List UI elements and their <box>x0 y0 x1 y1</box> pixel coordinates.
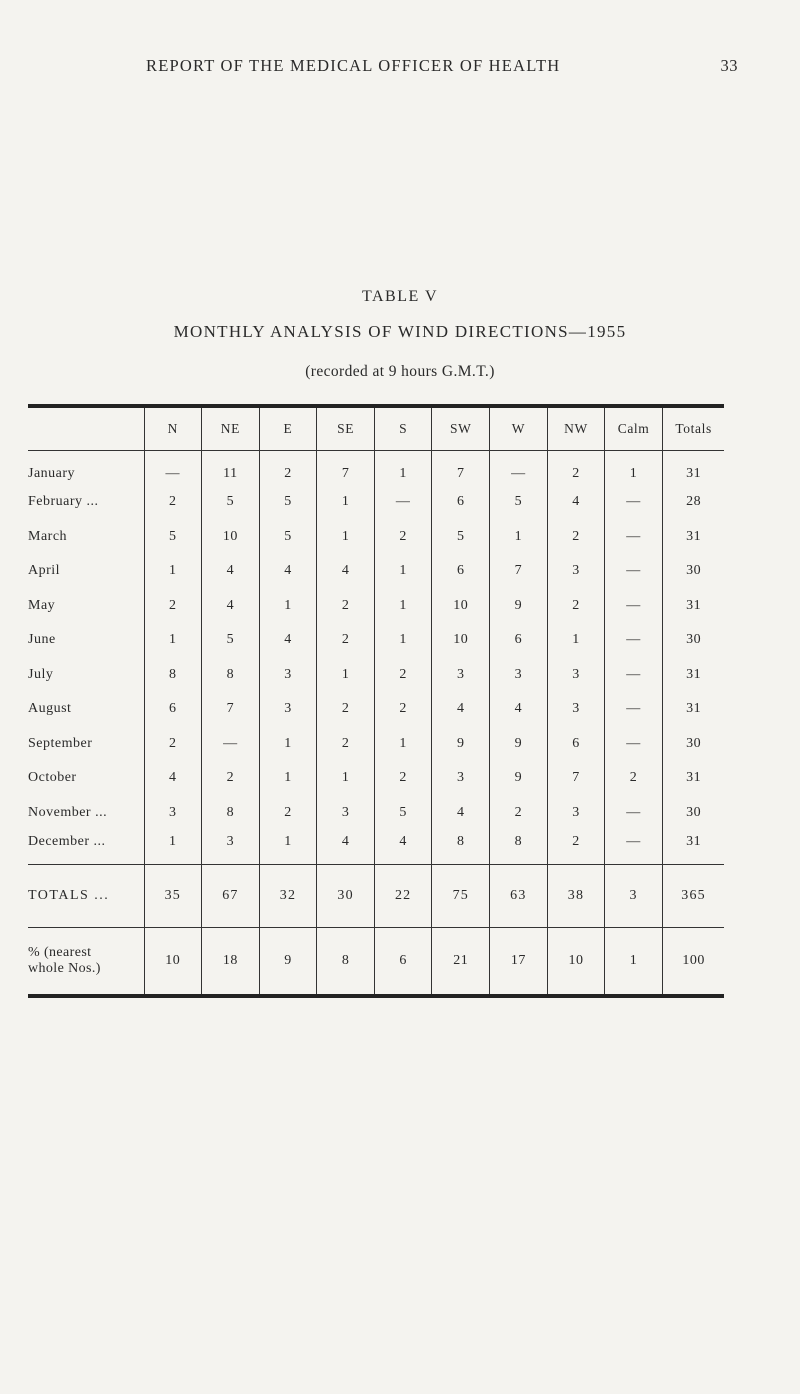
table-cell: 2 <box>144 589 202 624</box>
column-header: Calm <box>605 408 663 451</box>
table-cell: 9 <box>490 727 548 762</box>
table-cell: 2 <box>144 485 202 520</box>
table-cell: 9 <box>432 727 490 762</box>
table-cell: 6 <box>547 727 605 762</box>
table-cell: 3 <box>432 761 490 796</box>
month-label: August <box>28 701 72 717</box>
table-cell: 4 <box>374 830 432 865</box>
wind-direction-table <box>28 404 724 998</box>
month-label: December ... <box>28 834 106 849</box>
table-cell: 2 <box>259 451 317 486</box>
table-cell: 4 <box>432 692 490 727</box>
totals-cell: 365 <box>662 865 724 928</box>
table-cell: — <box>605 692 663 727</box>
table-cell: 2 <box>547 830 605 865</box>
table-cell: 31 <box>662 589 724 624</box>
column-header: NW <box>547 408 605 451</box>
table-cell: — <box>605 485 663 520</box>
table-cell: — <box>490 451 548 486</box>
table-cell: 28 <box>662 485 724 520</box>
month-label: October <box>28 770 77 786</box>
table-cell: 3 <box>547 692 605 727</box>
table-cell: 4 <box>547 485 605 520</box>
column-header: W <box>490 408 548 451</box>
table-cell: 1 <box>144 623 202 658</box>
table-cell: 31 <box>662 692 724 727</box>
month-label: April <box>28 563 61 579</box>
percent-row <box>28 928 724 997</box>
totals-cell: 75 <box>432 865 490 928</box>
table-cell: 30 <box>662 727 724 762</box>
table-label: TABLE V <box>361 288 439 305</box>
table-title: MONTHLY ANALYSIS OF WIND DIRECTIONS—1955 <box>173 322 627 341</box>
table-cell: 2 <box>144 727 202 762</box>
totals-cell: 63 <box>490 865 548 928</box>
column-header: Totals <box>662 408 724 451</box>
table-cell: 5 <box>490 485 548 520</box>
table-cell: 1 <box>547 623 605 658</box>
table-cell: 2 <box>605 761 663 796</box>
table-cell: — <box>144 451 202 486</box>
table-cell: 10 <box>202 520 260 555</box>
table-row <box>28 451 724 486</box>
percent-cell: 18 <box>202 928 260 997</box>
table-cell: 31 <box>662 761 724 796</box>
table-cell: 30 <box>662 554 724 589</box>
table-row <box>28 520 724 555</box>
percent-cell: 1 <box>605 928 663 997</box>
totals-cell: 38 <box>547 865 605 928</box>
table-cell: 2 <box>259 796 317 831</box>
table-cell: 5 <box>432 520 490 555</box>
table-cell: — <box>374 485 432 520</box>
column-header: SW <box>432 408 490 451</box>
table-cell: 1 <box>490 520 548 555</box>
totals-cell: 32 <box>259 865 317 928</box>
table-cell: 7 <box>547 761 605 796</box>
table-row <box>28 796 724 831</box>
table-cell: 3 <box>547 658 605 693</box>
table-cell: 31 <box>662 658 724 693</box>
running-head <box>0 56 800 80</box>
table-row <box>28 485 724 520</box>
table-cell: 5 <box>259 520 317 555</box>
table-cell: 9 <box>490 761 548 796</box>
table-cell: 3 <box>144 796 202 831</box>
table-cell: 6 <box>490 623 548 658</box>
table-cell: 1 <box>374 554 432 589</box>
table-cell: 2 <box>374 658 432 693</box>
table-cell: 4 <box>202 589 260 624</box>
table-cell: 2 <box>317 623 375 658</box>
month-label: September <box>28 735 93 751</box>
percent-cell: 8 <box>317 928 375 997</box>
table-header-row <box>28 408 724 451</box>
table-cell: 31 <box>662 520 724 555</box>
table-cell: 30 <box>662 623 724 658</box>
table-cell: — <box>605 658 663 693</box>
table-cell: — <box>605 727 663 762</box>
table-cell: 7 <box>490 554 548 589</box>
table-cell: 31 <box>662 451 724 486</box>
column-header: S <box>374 408 432 451</box>
table-cell: 8 <box>144 658 202 693</box>
table-cell: 3 <box>547 796 605 831</box>
table-cell: — <box>605 589 663 624</box>
table-cell: — <box>605 520 663 555</box>
table-cell: 8 <box>490 830 548 865</box>
table-cell: 1 <box>144 830 202 865</box>
table-row <box>28 761 724 796</box>
table-cell: 7 <box>202 692 260 727</box>
table-cell: 2 <box>374 520 432 555</box>
month-rows <box>28 451 724 865</box>
header-blank <box>28 408 144 451</box>
table-cell: 6 <box>432 485 490 520</box>
percent-cell: 6 <box>374 928 432 997</box>
table-cell: 2 <box>547 451 605 486</box>
month-label: May <box>28 597 56 613</box>
table-cell: 3 <box>259 658 317 693</box>
table-cell: 1 <box>259 830 317 865</box>
table-cell: 2 <box>202 761 260 796</box>
table-cell: 1 <box>317 761 375 796</box>
table-cell: 3 <box>490 658 548 693</box>
table-cell: 1 <box>144 554 202 589</box>
column-header: N <box>144 408 202 451</box>
table-row <box>28 589 724 624</box>
table-cell: 8 <box>432 830 490 865</box>
percent-cell: 10 <box>144 928 202 997</box>
table-cell: 6 <box>144 692 202 727</box>
table-cell: 5 <box>202 623 260 658</box>
table-row <box>28 658 724 693</box>
table-cell: 9 <box>490 589 548 624</box>
table-cell: 4 <box>317 554 375 589</box>
table-cell: 2 <box>317 727 375 762</box>
table-cell: 1 <box>259 761 317 796</box>
table-cell: 8 <box>202 658 260 693</box>
month-label: November ... <box>28 804 108 820</box>
table-cell: 5 <box>374 796 432 831</box>
table-row <box>28 830 724 865</box>
month-label: January <box>28 466 76 481</box>
table-cell: 2 <box>317 692 375 727</box>
table-cell: 3 <box>317 796 375 831</box>
table-cell: 5 <box>202 485 260 520</box>
totals-cell: 3 <box>605 865 663 928</box>
percent-label-line1: % (nearest <box>28 945 92 960</box>
table-cell: — <box>202 727 260 762</box>
table-cell: 1 <box>317 658 375 693</box>
month-label: March <box>28 528 68 544</box>
table-cell: 3 <box>259 692 317 727</box>
table-row <box>28 692 724 727</box>
table-cell: 1 <box>317 520 375 555</box>
table-cell: 2 <box>490 796 548 831</box>
table-cell: 1 <box>374 727 432 762</box>
percent-label-line2: whole Nos.) <box>28 961 101 976</box>
table-cell: 30 <box>662 796 724 831</box>
table-row <box>28 727 724 762</box>
table-cell: 5 <box>144 520 202 555</box>
month-label: June <box>28 632 56 648</box>
running-head-title: REPORT OF THE MEDICAL OFFICER OF HEALTH <box>146 56 561 75</box>
totals-cell: 67 <box>202 865 260 928</box>
table-cell: 6 <box>432 554 490 589</box>
table-cell: 1 <box>605 451 663 486</box>
page-number: 33 <box>720 56 738 75</box>
totals-cell: 30 <box>317 865 375 928</box>
month-label: July <box>28 666 54 682</box>
table-cell: 7 <box>432 451 490 486</box>
table-subtitle: (recorded at 9 hours G.M.T.) <box>305 363 495 380</box>
percent-cell: 100 <box>662 928 724 997</box>
table-cell: 1 <box>374 589 432 624</box>
table-cell: 8 <box>202 796 260 831</box>
totals-cell: 22 <box>374 865 432 928</box>
table-row <box>28 554 724 589</box>
table-cell: 4 <box>144 761 202 796</box>
table-cell: — <box>605 623 663 658</box>
totals-label: TOTALS ... <box>28 865 144 928</box>
table-cell: 2 <box>547 589 605 624</box>
bottom-rule <box>28 996 724 998</box>
totals-cell: 35 <box>144 865 202 928</box>
table-cell: 11 <box>202 451 260 486</box>
table-cell: 4 <box>317 830 375 865</box>
column-header: E <box>259 408 317 451</box>
table-cell: 10 <box>432 589 490 624</box>
month-label: February ... <box>28 494 99 510</box>
percent-cell: 21 <box>432 928 490 997</box>
percent-cell: 17 <box>490 928 548 997</box>
table-cell: 3 <box>432 658 490 693</box>
totals-row <box>28 865 724 928</box>
table-cell: 1 <box>374 451 432 486</box>
table-cell: 4 <box>259 623 317 658</box>
percent-label <box>28 928 144 997</box>
table-cell: 1 <box>259 589 317 624</box>
table-cell: 2 <box>547 520 605 555</box>
table-cell: 2 <box>317 589 375 624</box>
table-cell: — <box>605 554 663 589</box>
table-cell: 4 <box>432 796 490 831</box>
table-cell: — <box>605 830 663 865</box>
percent-cell: 10 <box>547 928 605 997</box>
table-cell: 10 <box>432 623 490 658</box>
table-cell: 3 <box>202 830 260 865</box>
table-cell: 4 <box>490 692 548 727</box>
column-header: NE <box>202 408 260 451</box>
table-cell: 4 <box>259 554 317 589</box>
table-cell: 2 <box>374 692 432 727</box>
table-cell: 4 <box>202 554 260 589</box>
table-cell: 1 <box>374 623 432 658</box>
table-cell: 31 <box>662 830 724 865</box>
table-cell: 1 <box>317 485 375 520</box>
table-cell: 2 <box>374 761 432 796</box>
table-row <box>28 623 724 658</box>
table-cell: 5 <box>259 485 317 520</box>
table-cell: — <box>605 796 663 831</box>
table-cell: 7 <box>317 451 375 486</box>
percent-cell: 9 <box>259 928 317 997</box>
table-cell: 3 <box>547 554 605 589</box>
table-cell: 1 <box>259 727 317 762</box>
column-header: SE <box>317 408 375 451</box>
